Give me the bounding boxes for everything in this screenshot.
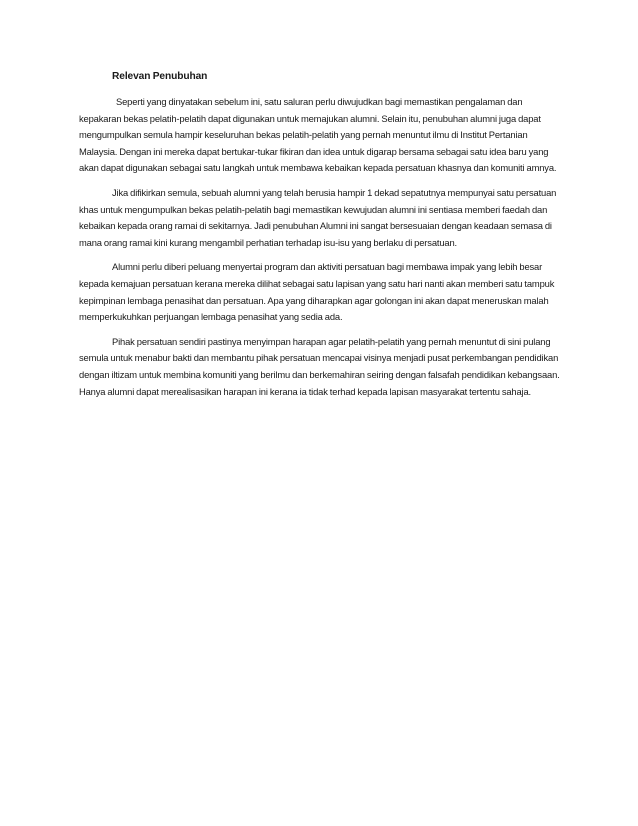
document-body	[79, 70, 561, 408]
section-heading: Relevan Penubuhan	[112, 71, 208, 82]
paragraph-3: Alumni perlu diberi peluang menyertai program dan aktiviti persatuan bagi membawa impak yang lebih besar kepada kemajuan persatuan kerana mereka dilihat sebagai satu lapisan yang satu hari nanti akan memberi satu tampuk kepimpinan lembaga penasihat dan persatuan. Apa yang diharapkan agar golongan ini akan dapat meneruskan malah memperkukuhkan perjuangan lembaga penasihat yang sedia ada.	[79, 261, 555, 323]
paragraph-2: Jika difikirkan semula, sebuah alumni yang telah berusia hampir 1 dekad sepatutnya mempunyai satu persatuan khas untuk mengumpulkan bekas pelatih-pelatih bagi memastikan kewujudan alumni ini sentiasa memberi faedah dan kebaikan kepada orang ramai di sekitarnya. Jadi penubuhan Alumni ini sangat bersesuaian dengan keadaan semasa di mana orang ramai kini kurang mengambil perhatian terhadap isu-isu yang berlaku di persatuan.	[79, 186, 557, 248]
paragraph-4: Pihak persatuan sendiri pastinya menyimpan harapan agar pelatih-pelatih yang pernah menuntut di sini pulang semula untuk menabur bakti dan membantu pihak persatuan mencapai visinya menjadi pusat perkembangan pendidikan dengan iltizam untuk membina komuniti yang berilmu dan berkemahiran seiring dengan falsafah pendidikan kebangsaan. Hanya alumni dapat merealisasikan harapan ini kerana ia tidak terhad kepada lapisan masyarakat tertentu sahaja.	[79, 335, 560, 397]
paragraph-1: Seperti yang dinyatakan sebelum ini, satu saluran perlu diwujudkan bagi memastikan pengalaman dan kepakaran bekas pelatih-pelatih dapat digunakan untuk memajukan alumni. Selain itu, penubuhan alumni juga dapat mengumpulkan semula hampir keseluruhan bekas pelatih-pelatih yang pernah menuntut ilmu di Institut Pertanian Malaysia. Dengan ini mereka dapat bertukar-tukar fikiran dan idea untuk digarap bersama sebagai satu idea baru yang akan dapat digunakan sebagai satu langkah untuk membawa kebaikan kepada persatuan khasnya dan komuniti amnya.	[79, 96, 557, 174]
